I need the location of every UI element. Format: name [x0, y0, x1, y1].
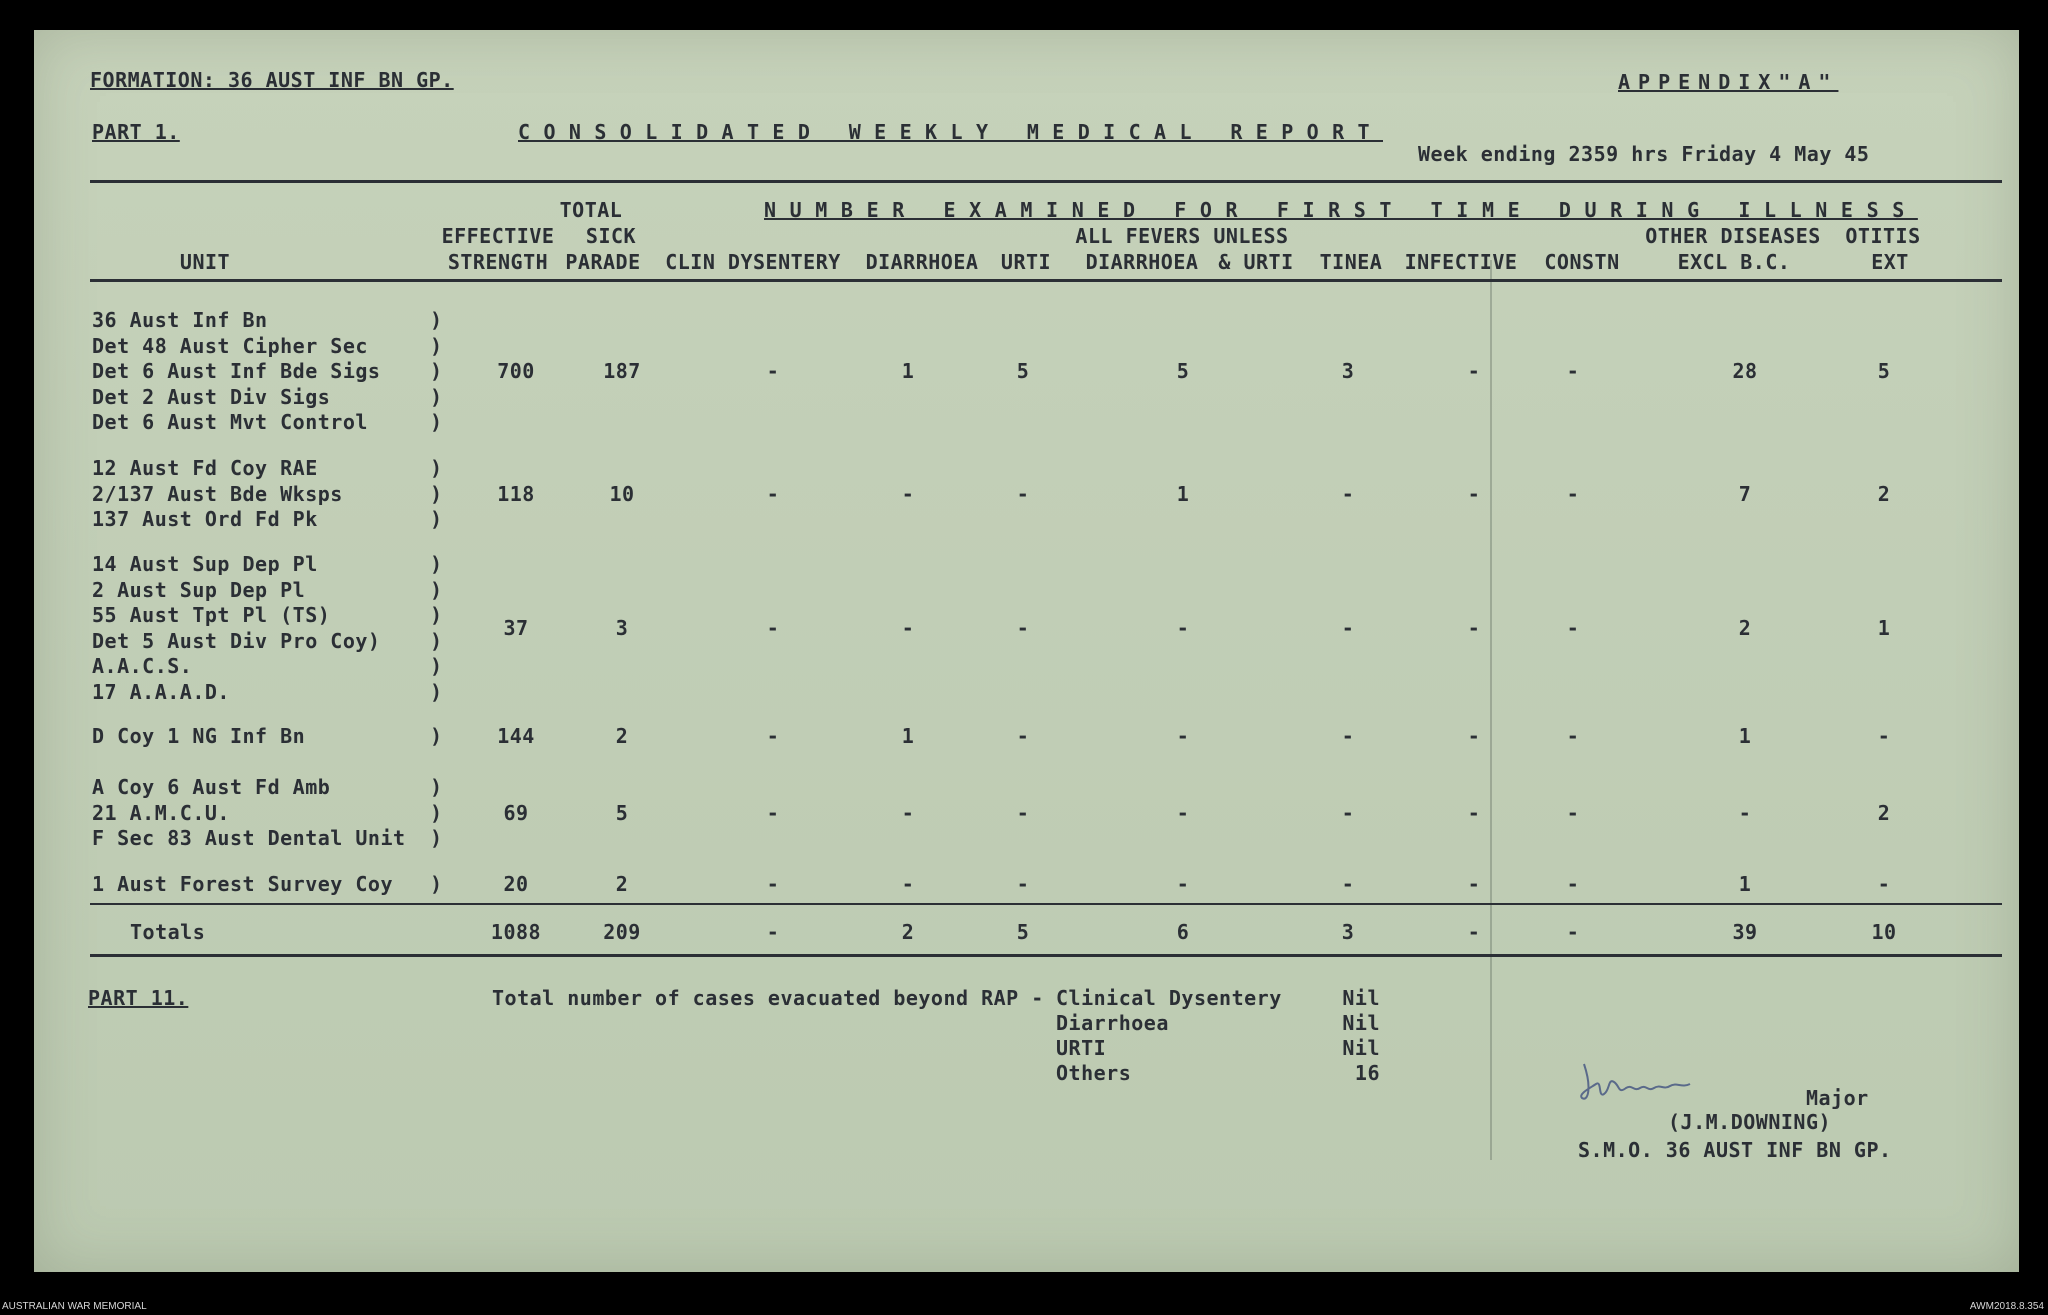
totals-cell: 5 — [1016, 920, 1030, 944]
totals-top-rule — [90, 903, 2002, 905]
table-cell: 5 — [615, 800, 629, 825]
bracket-mark: ) — [430, 826, 443, 850]
table-cell: - — [1341, 615, 1355, 640]
table-cell: 5 — [1176, 359, 1190, 383]
appendix-label: APPENDIX"A" — [1618, 70, 1839, 94]
table-cell: 2 — [615, 872, 629, 896]
bracket-mark: ) — [430, 577, 443, 602]
table-cell: 144 — [497, 724, 535, 748]
totals-cell: - — [766, 920, 780, 944]
table-cell: - — [1467, 615, 1481, 640]
table-cell: 2 — [1877, 800, 1891, 825]
unit-name: Det 5 Aust Div Pro Coy) — [92, 628, 381, 653]
bracket-mark: ) — [430, 603, 443, 627]
col-diarrhoea: DIARRHOEA — [865, 250, 979, 274]
col-group-header: NUMBER EXAMINED FOR FIRST TIME DURING ILLNESS — [764, 198, 1918, 222]
header-rule — [90, 180, 2002, 183]
table-cell: 10 — [609, 481, 635, 506]
evacuated-intro: Total number of cases evacuated beyond RAP - — [492, 986, 1044, 1010]
bracket-mark: ) — [430, 654, 443, 678]
table-cell: 2 — [615, 724, 629, 748]
bracket-mark: ) — [430, 775, 443, 799]
table-cell: - — [1467, 872, 1481, 896]
evacuated-category: URTI — [1056, 1036, 1107, 1060]
signature-rank: Major — [1806, 1086, 1869, 1110]
col-effective-1: EFFECTIVE — [441, 224, 555, 248]
unit-name: Det 6 Aust Inf Bde Sigs — [92, 359, 381, 383]
table-cell: 3 — [1341, 359, 1355, 383]
table-cell: - — [1341, 724, 1355, 748]
table-cell: 118 — [497, 481, 535, 506]
bracket-mark: ) — [430, 308, 443, 332]
part-one-label: PART 1. — [92, 120, 180, 144]
table-cell: 5 — [1016, 359, 1030, 383]
table-cell: - — [1016, 800, 1030, 825]
unit-name: 36 Aust Inf Bn — [92, 308, 268, 332]
table-cell: - — [1341, 481, 1355, 506]
table-cell: - — [1341, 800, 1355, 825]
col-sick-3: PARADE — [565, 250, 641, 274]
col-urti: URTI — [1000, 250, 1052, 274]
col-other-2: EXCL B.C. — [1677, 250, 1791, 274]
totals-label: Totals — [130, 920, 206, 944]
signature-role: S.M.O. 36 AUST INF BN GP. — [1578, 1138, 1892, 1162]
table-cell: 1 — [1176, 481, 1190, 506]
unit-name: 55 Aust Tpt Pl (TS) — [92, 603, 331, 627]
col-clin-dysentery: CLIN DYSENTERY — [665, 250, 841, 274]
table-cell: 187 — [603, 359, 641, 383]
unit-name: Det 48 Aust Cipher Sec — [92, 333, 368, 358]
bracket-mark: ) — [430, 724, 443, 748]
unit-name: 12 Aust Fd Coy RAE — [92, 456, 318, 480]
table-cell: - — [901, 615, 915, 640]
table-cell: - — [1566, 359, 1580, 383]
table-cell: - — [1016, 481, 1030, 506]
table-cell: - — [1877, 724, 1891, 748]
col-unit: UNIT — [179, 250, 231, 274]
unit-name: Det 2 Aust Div Sigs — [92, 384, 331, 409]
table-cell: - — [766, 800, 780, 825]
col-other-1: OTHER DISEASES — [1645, 224, 1821, 248]
table-cell: - — [766, 872, 780, 896]
totals-cell: 2 — [901, 920, 915, 944]
unit-name: 2/137 Aust Bde Wksps — [92, 481, 343, 506]
handwritten-signature — [1578, 1058, 1698, 1106]
unit-name: 1 Aust Forest Survey Coy — [92, 872, 393, 896]
totals-bottom-rule — [90, 954, 2002, 957]
table-cell: - — [766, 359, 780, 383]
table-cell: - — [766, 724, 780, 748]
table-cell: 1 — [901, 359, 915, 383]
totals-cell: - — [1467, 920, 1481, 944]
bracket-mark: ) — [430, 552, 443, 576]
totals-cell: 1088 — [490, 920, 542, 944]
table-cell: - — [1566, 615, 1580, 640]
col-sick-2: SICK — [585, 224, 637, 248]
table-cell: - — [1566, 481, 1580, 506]
formation-heading: FORMATION: 36 AUST INF BN GP. — [90, 68, 454, 92]
paper-fold — [1490, 260, 1492, 1160]
evacuated-count: Nil — [1342, 1036, 1380, 1060]
bracket-mark: ) — [430, 384, 443, 409]
footer-accession: AWM2018.8.354 — [1969, 1301, 2044, 1312]
evacuated-count: Nil — [1342, 986, 1380, 1010]
unit-name: D Coy 1 NG Inf Bn — [92, 724, 306, 748]
bracket-mark: ) — [430, 628, 443, 653]
table-cell: 1 — [1877, 615, 1891, 640]
footer-source: AUSTRALIAN WAR MEMORIAL — [2, 1301, 147, 1312]
table-cell: - — [1467, 800, 1481, 825]
table-cell: 700 — [497, 359, 535, 383]
table-cell: - — [766, 615, 780, 640]
col-constn: CONSTN — [1544, 250, 1620, 274]
evacuated-category: Others — [1056, 1061, 1132, 1085]
table-cell: 5 — [1877, 359, 1891, 383]
col-infective: INFECTIVE — [1404, 250, 1518, 274]
table-cell: 20 — [503, 872, 529, 896]
table-cell: 1 — [1738, 872, 1752, 896]
table-cell: - — [1467, 481, 1481, 506]
table-cell: - — [1016, 872, 1030, 896]
col-fevers-2a: DIARRHOEA — [1085, 250, 1199, 274]
table-cell: 37 — [503, 615, 529, 640]
bracket-mark: ) — [430, 456, 443, 480]
bracket-mark: ) — [430, 800, 443, 825]
week-ending: Week ending 2359 hrs Friday 4 May 45 — [1418, 142, 1870, 166]
table-cell: 3 — [615, 615, 629, 640]
table-cell: - — [1016, 615, 1030, 640]
totals-cell: 39 — [1732, 920, 1758, 944]
bracket-mark: ) — [430, 872, 443, 896]
totals-cell: 10 — [1871, 920, 1897, 944]
bracket-mark: ) — [430, 410, 443, 434]
table-cell: - — [1877, 872, 1891, 896]
totals-cell: 209 — [603, 920, 641, 944]
table-cell: - — [1566, 724, 1580, 748]
evacuated-count: 16 — [1354, 1061, 1380, 1085]
unit-name: 137 Aust Ord Fd Pk — [92, 507, 318, 531]
evacuated-count: Nil — [1342, 1011, 1380, 1035]
col-tinea: TINEA — [1319, 250, 1383, 274]
report-title: CONSOLIDATED WEEKLY MEDICAL REPORT — [518, 120, 1383, 144]
bracket-mark: ) — [430, 359, 443, 383]
table-cell: - — [1467, 724, 1481, 748]
table-cell: - — [1341, 872, 1355, 896]
table-cell: - — [901, 872, 915, 896]
table-cell: 1 — [1738, 724, 1752, 748]
col-sick-1: TOTAL — [559, 198, 623, 222]
table-cell: 1 — [901, 724, 915, 748]
col-otitis-1: OTITIS — [1845, 224, 1921, 248]
bracket-mark: ) — [430, 507, 443, 531]
table-cell: - — [1738, 800, 1752, 825]
unit-name: A.A.C.S. — [92, 654, 193, 678]
unit-name: 21 A.M.C.U. — [92, 800, 230, 825]
col-fevers-2b: & URTI — [1218, 250, 1294, 274]
table-cell: - — [901, 800, 915, 825]
table-cell: - — [1176, 615, 1190, 640]
evacuated-category: Clinical Dysentery — [1056, 986, 1282, 1010]
totals-cell: - — [1566, 920, 1580, 944]
col-fevers-1: ALL FEVERS UNLESS — [1075, 224, 1289, 248]
unit-name: 17 A.A.A.D. — [92, 679, 230, 704]
table-cell: 69 — [503, 800, 529, 825]
table-cell: 2 — [1738, 615, 1752, 640]
table-cell: - — [1467, 359, 1481, 383]
signature-name: (J.M.DOWNING) — [1668, 1110, 1832, 1134]
table-cell: - — [766, 481, 780, 506]
table-cell: 2 — [1877, 481, 1891, 506]
col-effective-2: STRENGTH — [447, 250, 549, 274]
table-cell: - — [1016, 724, 1030, 748]
table-cell: - — [1566, 872, 1580, 896]
table-cell: - — [1566, 800, 1580, 825]
unit-name: A Coy 6 Aust Fd Amb — [92, 775, 331, 799]
bracket-mark: ) — [430, 481, 443, 506]
unit-name: 14 Aust Sup Dep Pl — [92, 552, 318, 576]
totals-cell: 3 — [1341, 920, 1355, 944]
table-cell: 7 — [1738, 481, 1752, 506]
unit-name: Det 6 Aust Mvt Control — [92, 410, 368, 434]
table-cell: - — [1176, 724, 1190, 748]
table-cell: - — [1176, 872, 1190, 896]
unit-name: 2 Aust Sup Dep Pl — [92, 577, 306, 602]
unit-name: F Sec 83 Aust Dental Unit — [92, 826, 406, 850]
table-cell: 28 — [1732, 359, 1758, 383]
totals-cell: 6 — [1176, 920, 1190, 944]
bracket-mark: ) — [430, 333, 443, 358]
column-header-rule — [90, 279, 2002, 282]
col-otitis-2: EXT — [1871, 250, 1909, 274]
table-cell: - — [901, 481, 915, 506]
part-two-label: PART 11. — [88, 986, 189, 1010]
table-cell: - — [1176, 800, 1190, 825]
bracket-mark: ) — [430, 679, 443, 704]
evacuated-category: Diarrhoea — [1056, 1011, 1169, 1035]
